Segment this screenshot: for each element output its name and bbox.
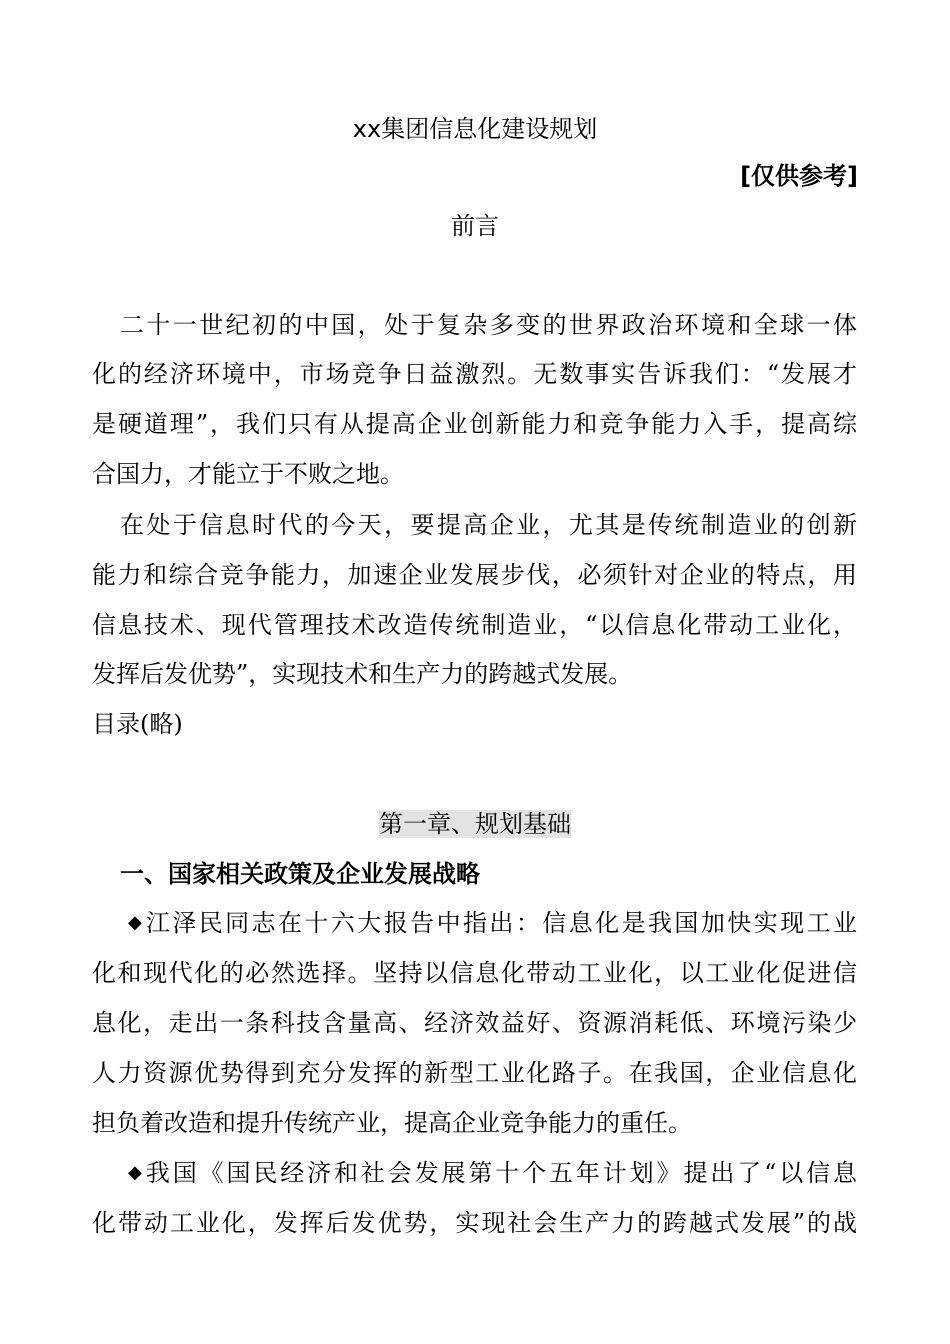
disclaimer: [仅供参考] [740, 162, 858, 190]
bullet-2-line-1 [128, 1157, 857, 1189]
bullet-1-line-1 [128, 907, 857, 939]
chapter-heading [0, 808, 950, 840]
section-heading: 一、国家相关政策及企业发展战略 [120, 860, 480, 888]
diamond-bullet-icon: ◆ [128, 1162, 142, 1183]
bullet-2-line-2: 化带动工业化，发挥后发优势，实现社会生产力的跨越式发展”的战 [92, 1209, 857, 1237]
bullet-1-text: 江泽民同志在十六大报告中指出：信息化是我国加快实现工业 [145, 909, 857, 937]
preface-p1-line-4: 合国力，才能立于不败之地。 [92, 460, 404, 488]
diamond-bullet-icon: ◆ [128, 912, 142, 933]
bullet-2-text: 我国《国民经济和社会发展第十个五年计划》提出了“以信息 [145, 1159, 857, 1187]
document-title: xx集团信息化建设规划 [352, 115, 598, 143]
preface-p2-line-3: 信息技术、现代管理技术改造传统制造业，“以信息化带动工业化， [92, 611, 857, 639]
preface-p1-line-3: 是硬道理”，我们只有从提高企业创新能力和竞争能力入手，提高综 [92, 410, 857, 438]
preface-heading: 前言 [451, 212, 499, 240]
preface-p1-line-1: 二十一世纪初的中国，处于复杂多变的世界政治环境和全球一体 [120, 311, 857, 339]
bullet-1-line-3: 息化，走出一条科技含量高、经济效益好、资源消耗低、环境污染少 [92, 1009, 857, 1037]
toc-note: 目录(略) [92, 710, 183, 738]
preface-p1-line-2: 化的经济环境中，市场竞争日益激烈。无数事实告诉我们：“发展才 [92, 360, 857, 388]
chapter-heading-text: 第一章、规划基础 [379, 810, 571, 838]
bullet-1-line-4: 人力资源优势得到充分发挥的新型工业化路子。在我国，企业信息化 [92, 1059, 857, 1087]
preface-p2-line-4: 发挥后发优势”，实现技术和生产力的跨越式发展。 [92, 660, 633, 688]
bullet-1-line-5: 担负着改造和提升传统产业，提高企业竞争能力的重任。 [92, 1109, 692, 1137]
preface-p2-line-1: 在处于信息时代的今天，要提高企业，尤其是传统制造业的创新 [120, 511, 857, 539]
bullet-1-line-2: 化和现代化的必然选择。坚持以信息化带动工业化，以工业化促进信 [92, 959, 857, 987]
preface-p2-line-2: 能力和综合竞争能力，加速企业发展步伐，必须针对企业的特点，用 [92, 561, 857, 589]
